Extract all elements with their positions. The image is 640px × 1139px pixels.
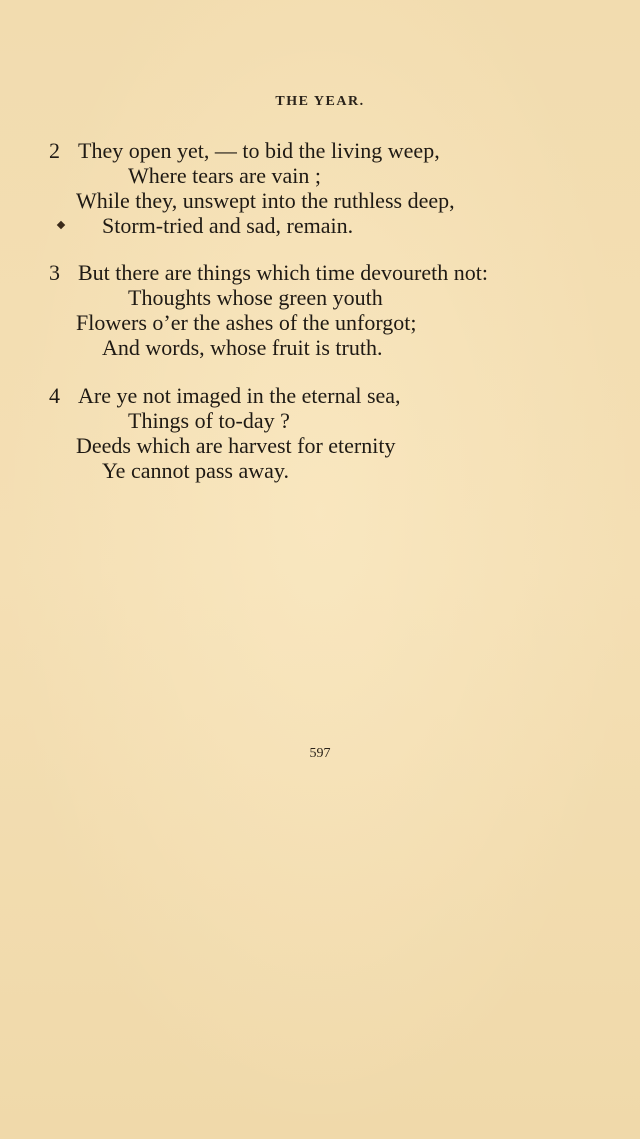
- verse-line: Thoughts whose green youth: [128, 285, 383, 310]
- verse-line: Ye cannot pass away.: [102, 458, 289, 483]
- verse-line: Storm-tried and sad, remain.: [102, 213, 354, 238]
- verse-line: Flowers o’er the ashes of the unforgot;: [76, 310, 417, 335]
- verse-line: While they, unswept into the ruthless deep,: [76, 188, 455, 213]
- verse-line: Are ye not imaged in the eternal sea,: [78, 383, 401, 408]
- verse-line: But there are things which time devoureth not:: [78, 260, 488, 285]
- stanza-number: 3: [49, 260, 60, 285]
- ink-blot-mark: [57, 221, 65, 229]
- verse-line: Things of to-day ?: [128, 408, 290, 433]
- verse-line: And words, whose fruit is truth.: [102, 335, 383, 360]
- verse-line: Deeds which are harvest for eternity: [76, 433, 396, 458]
- page-number: 597: [309, 746, 331, 761]
- stanza-number: 2: [49, 138, 60, 163]
- verse-line: They open yet, — to bid the living weep,: [78, 138, 440, 163]
- stanza-number: 4: [49, 383, 60, 408]
- running-header: THE YEAR.: [275, 94, 365, 109]
- verse-line: Where tears are vain ;: [128, 163, 321, 188]
